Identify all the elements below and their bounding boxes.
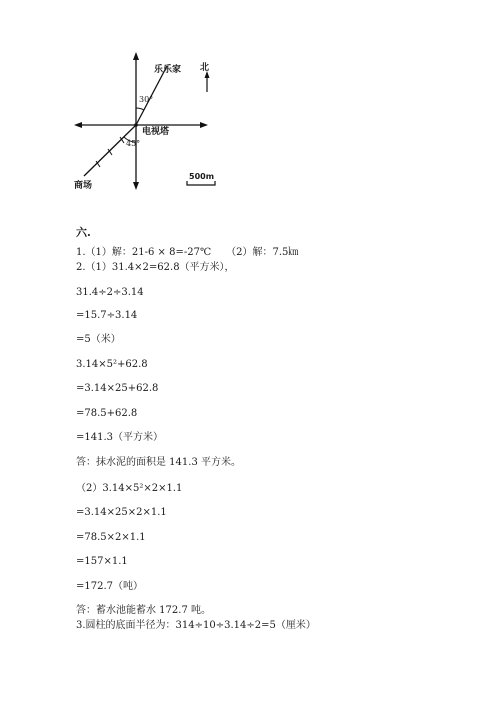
answer-line-9: =141.3（平方米） [76, 432, 164, 443]
answer-line-7: =3.14×25+62.8 [76, 383, 159, 394]
tower-label: 电视塔 [142, 127, 170, 137]
answer-line-4: =15.7÷3.14 [76, 310, 138, 321]
tv-tower-point [134, 123, 138, 127]
axis-arrow-east [200, 122, 208, 128]
answer-line-13: =78.5×2×1.1 [76, 532, 146, 543]
answer-line-14: =157×1.1 [76, 556, 128, 567]
route-to-mall [84, 125, 136, 176]
axis-arrow-west [74, 122, 82, 128]
answer-line-2: 2.（1）31.4×2=62.8（平方米）， [76, 262, 235, 273]
mall-label: 商场 [74, 181, 93, 191]
north-indicator [198, 60, 218, 96]
section-title: 六. [76, 226, 91, 239]
answer-line-11: （2）3.14×5²×2×1.1 [76, 483, 183, 494]
scale-label: 500m [189, 172, 215, 181]
angle-arc-30 [136, 108, 144, 110]
answer-line-10: 答：抹水泥的面积是 141.3 平方米。 [76, 457, 241, 468]
home-label: 乐乐家 [154, 65, 182, 75]
answer-line-5: =5（米） [76, 334, 121, 345]
answer-line-16: 答：蓄水池能蓄水 172.7 吨。 [76, 605, 211, 616]
answer-line-6: 3.14×5²+62.8 [76, 359, 148, 370]
direction-map-diagram [70, 48, 250, 198]
axis-arrow-south [133, 182, 139, 190]
answer-line-17: 3.圆柱的底面半径为：314÷10÷3.14÷2=5（厘米） [76, 620, 316, 631]
answer-line-3: 31.4÷2÷3.14 [76, 287, 144, 298]
angle-30-label: 30° [139, 95, 154, 104]
answer-line-8: =78.5+62.8 [76, 408, 138, 419]
north-label: 北 [200, 63, 210, 73]
answer-line-12: =3.14×25×2×1.1 [76, 507, 167, 518]
axis-arrow-north [133, 52, 139, 60]
answer-line-1: 1.（1）解：21-6 × 8=-27℃ （2）解：7.5㎞ [76, 247, 299, 258]
answer-line-15: =172.7（吨） [76, 581, 144, 592]
scale-bar [186, 172, 218, 188]
angle-45-label: 45° [126, 139, 141, 148]
